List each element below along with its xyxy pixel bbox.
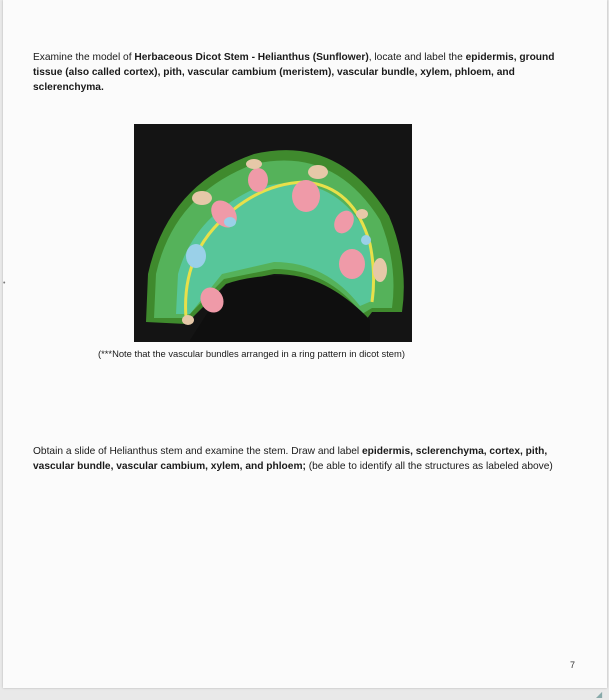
intro-text-1: Examine the model of [33,52,135,63]
margin-mark-icon: • [3,280,6,287]
intro-paragraph [33,50,573,95]
page-corner-icon: ◢ [596,690,603,699]
task-text-1: Obtain a slide of Helianthus stem and examine the stem. Draw and label [33,446,363,457]
figure-caption: (***Note that the vascular bundles arranged in a ring pattern in dicot stem) [98,348,405,359]
intro-bold-1: Herbaceous Dicot Stem - [134,52,258,63]
intro-text-3: , locate and label the [368,52,466,63]
intro-bold-3: epidermis, ground tissue (also called cortex), pith, vascular cambium (meristem), vascular bundle, xylem, phloem, and sclerenchyma. [33,52,555,93]
task-paragraph [33,444,581,474]
page-number: 7 [570,660,576,670]
intro-bold-2: Helianthus (Sunflower) [257,52,369,63]
task-bold-1: epidermis, sclerenchyma, cortex, pith, vascular bundle, vascular cambium, xylem, and phloem; [33,446,548,472]
dicot-stem-model-photo [134,124,412,342]
stem-model-illustration [134,124,412,342]
task-text-2: (be able to identify all the structures as labeled above) [305,461,553,472]
document-page [3,0,607,688]
